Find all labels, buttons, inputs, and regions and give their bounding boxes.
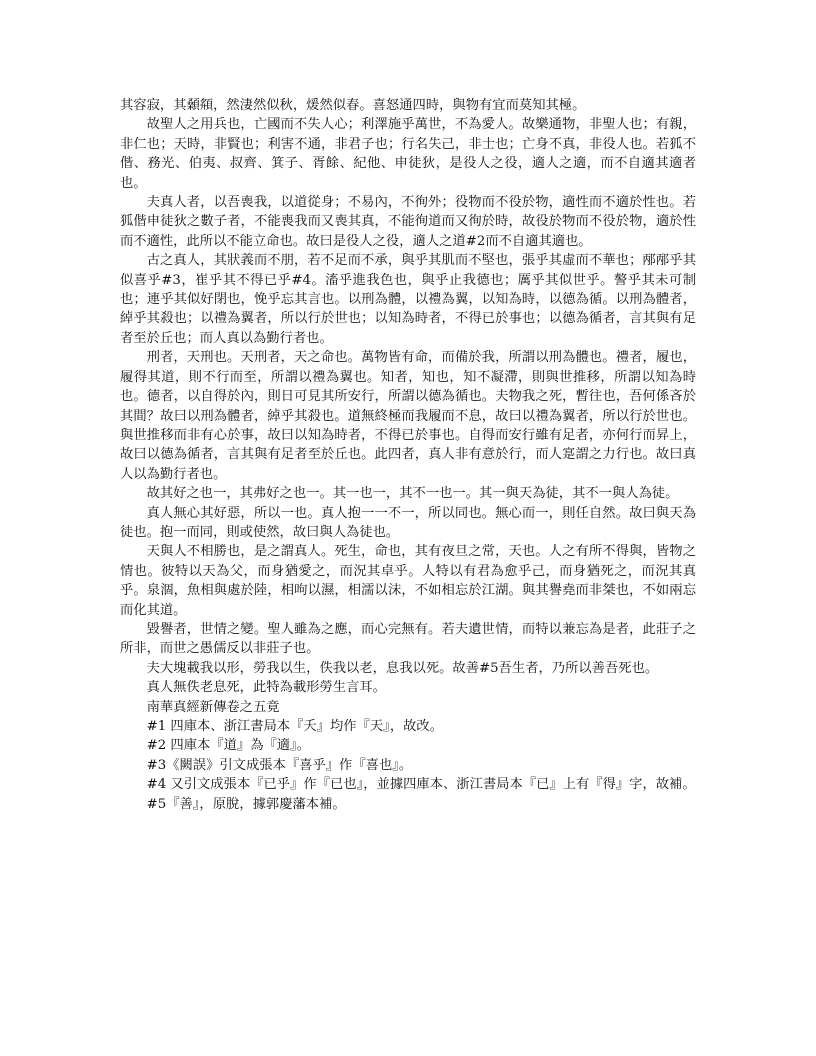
footnote: #2 四庫本『道』為『適』。 (146, 738, 311, 754)
paragraph: 其容寂，其顙頯，然淒然似秋，煖然似春。喜怒通四時，與物有宜而莫知其極。 (120, 98, 586, 113)
footnote: #1 四庫本、浙江書局本『夭』均作『天』，故改。 (146, 719, 444, 734)
paragraph: 真人無心其好惡，所以一也。真人抱一一不一，所以同也。無心而一，則任自然。故曰與天為徒也。抱一而同，則或使然，故曰與人為徒也。 (120, 505, 696, 540)
paragraph: 古之真人，其狀義而不朋，若不足而不承，與乎其肌而不堅也，張乎其虛而不華也；邴邴乎其似喜乎#3，崔乎其不得已乎#4。滀乎進我色也，與乎止我德也；厲乎其似世乎。謷乎其未可制也；連乎其似好閉也，悗乎忘其言也。以刑為體，以禮為翼，以知為時，以德為循。以刑為體者，綽乎其殺也；以禮為翼者，所以行於世也；以知為時者，不得已於事也；以德為循者，言其與有足者至於丘也；而人真以為勤行者也。 (120, 253, 696, 346)
paragraph: 天與人不相勝也，是之謂真人。死生，命也，其有夜旦之常，天也。人之有所不得與，皆物之情也。彼特以天為父，而身猶愛之，而況其卓乎。人特以有君為愈乎己，而身猶死之，而況其真乎。泉涸，魚相與處於陸，相呴以濕，相濡以沫，不如相忘於江湖。與其譽堯而非桀也，不如兩忘而化其道。 (120, 544, 696, 618)
paragraph: 故聖人之用兵也，亡國而不失人心；利澤施乎萬世，不為愛人。故樂通物，非聖人也；有親，非仁也；天時，非賢也；利害不通，非君子也；行名失己，非士也；亡身不真，非役人也。若狐不偕、務光、伯夷、叔齊、箕子、胥餘、紀他、申徒狄，是役人之役，適人之適，而不自適其適者也。 (120, 117, 696, 191)
paragraph: 故其好之也一，其弗好之也一。其一也一，其不一也一。其一與天為徒，其不一與人為徒。 (146, 486, 679, 502)
footnote: #3《闕誤》引文成張本『喜乎』作『喜也』。 (146, 757, 413, 773)
document-page (120, 96, 696, 814)
footnote: #4 又引文成張本『已乎』作『已也』，並據四庫本、浙江書局本『已』上有『得』字，故補。 (146, 777, 696, 793)
volume-end-title: 南華真經新傳卷之五竟 (146, 699, 280, 715)
paragraph: 刑者，天刑也。天刑者，天之命也。萬物皆有命，而備於我，所謂以刑為體也。禮者，履也，履得其道，則不行而至，所謂以禮為翼也。知者，知也，知不凝滯，則與世推移，所謂以知為時也。德者，以自得於內，則日可見其所安行，所謂以德為循也。夫物我之死，暫往也，吾何係吝於其間？故曰以刑為體者，綽乎其殺也。道無終極而我履而不息，故曰以禮為翼者，所以行於世也。與世推移而非有心於事，故曰以知為時者，不得已於事也。自得而安行雖有足者，亦何行而昇上，故曰以德為循者，言其與有足者至於丘也。此四者，真人非有意於行，而人寔謂之力行也。故曰真人以為勤行者也。 (120, 350, 696, 482)
paragraph: 真人無佚老息死，此特為載形勞生言耳。 (146, 680, 386, 696)
footnote: #5『善』，原脫，據郭慶藩本補。 (146, 796, 346, 812)
paragraph: 毀譽者，世情之變。聖人雖為之應，而心完無有。若夫遺世情，而特以兼忘為是者，此莊子之所非，而世之愚儒反以非莊子也。 (120, 621, 696, 657)
paragraph: 夫真人者，以吾喪我，以道從身；不易內，不徇外；役物而不役於物，適性而不適於性也。若狐偕申徒狄之數子者，不能喪我而又喪其真，不能徇道而又徇於時，故役於物而不役於物，適於性而不適性，此所以不能立命也。故曰是役人之役，適人之道#2而不自適其適也。 (120, 195, 696, 249)
paragraph: 夫大塊載我以形，勞我以生，佚我以老，息我以死。故善#5吾生者，乃所以善吾死也。 (146, 660, 659, 676)
